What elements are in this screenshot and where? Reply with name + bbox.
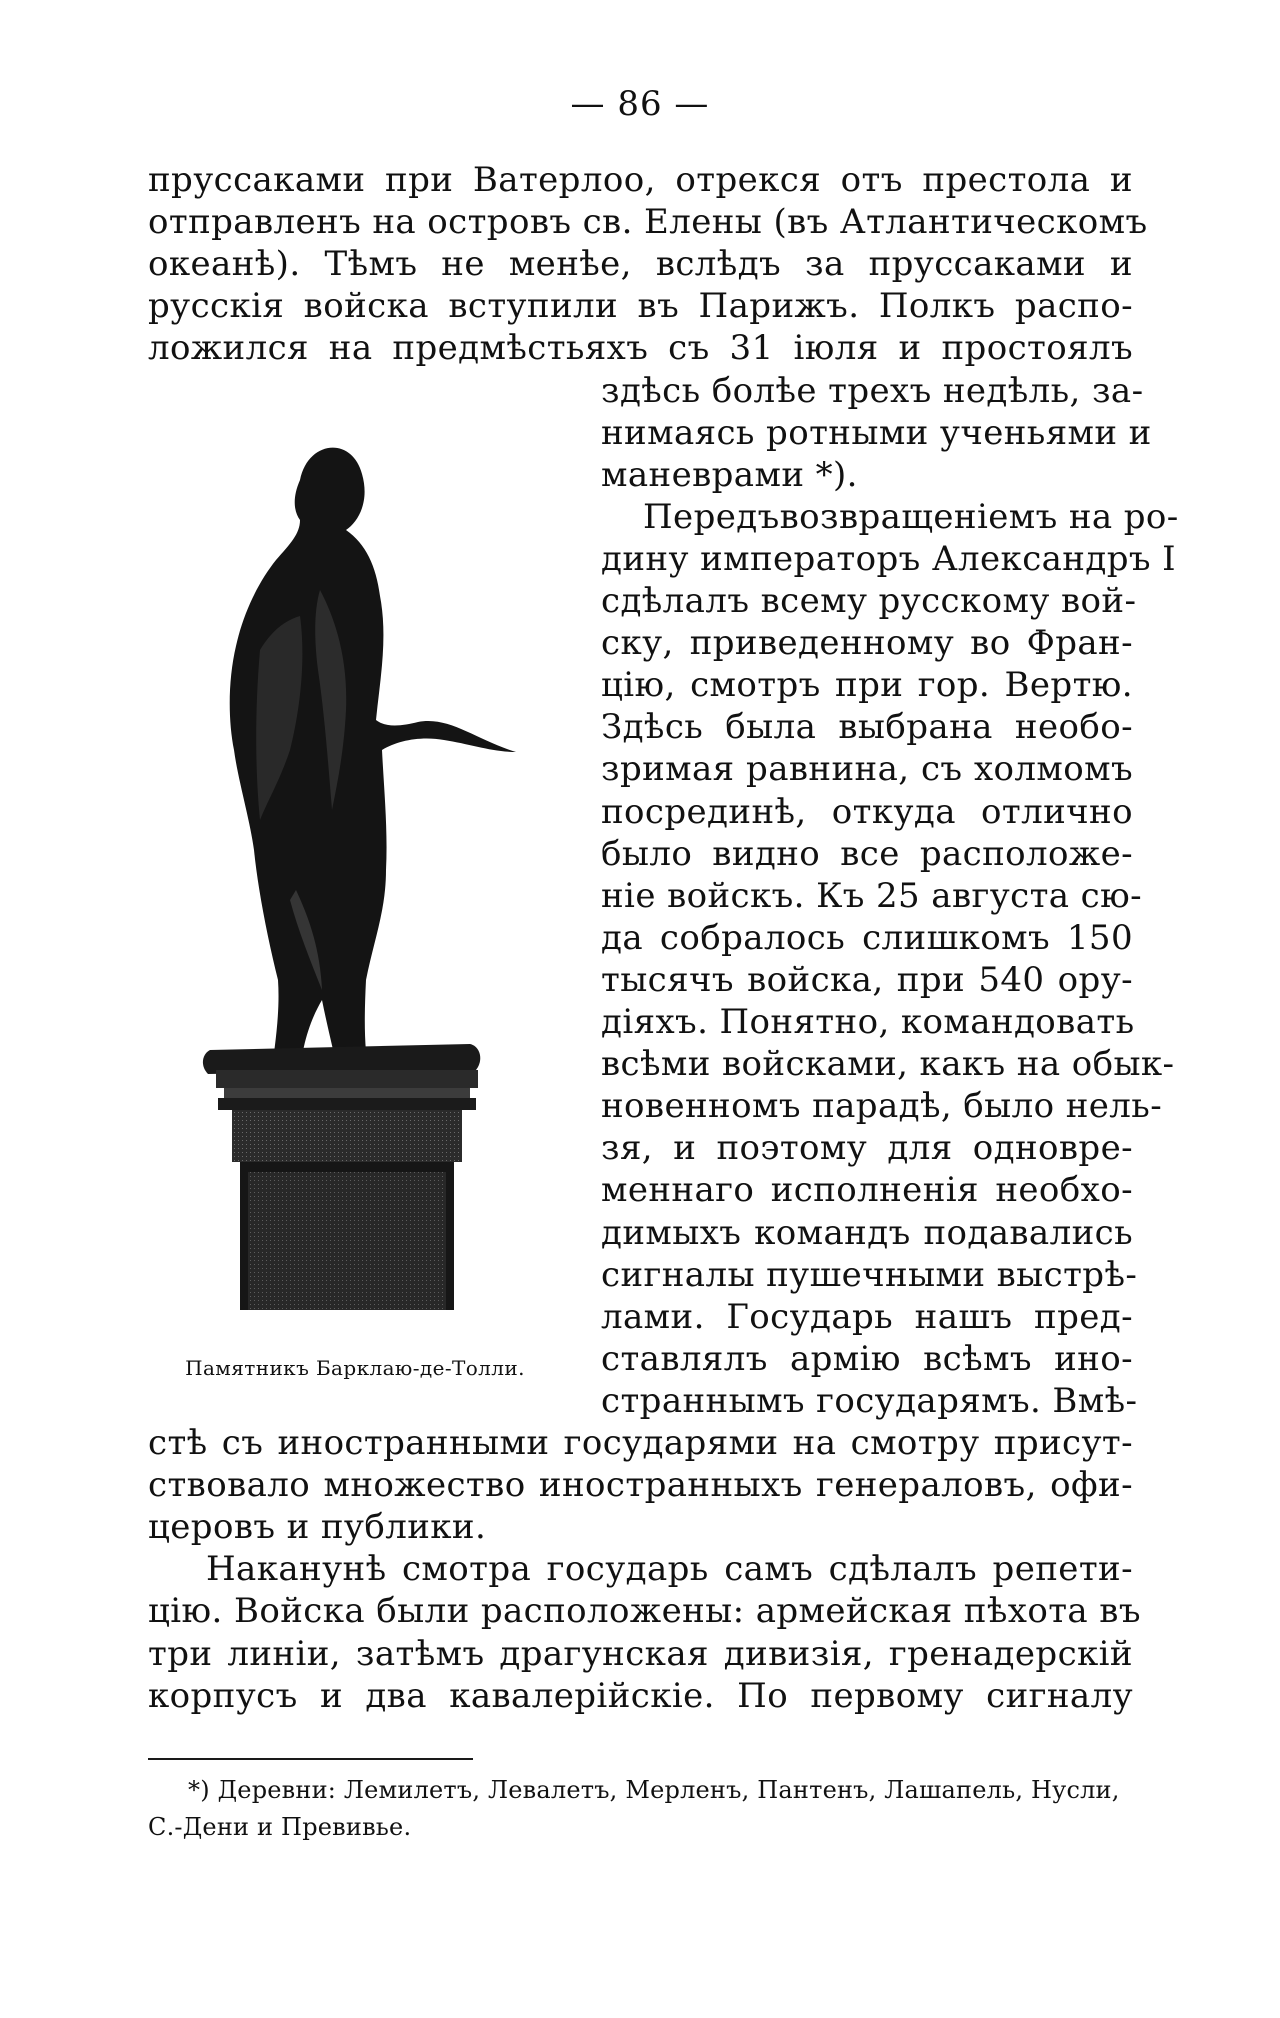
text-line: сигналы пушечными выстрѣ- <box>601 1254 1138 1295</box>
monument-figure <box>150 420 560 1310</box>
text-line: маневрами *). <box>601 454 858 495</box>
text-line: Передъвозвращеніемъ на ро- <box>643 496 1179 537</box>
text-line: церовъ и публики. <box>148 1507 487 1548</box>
text-line: тысячъ войска, при 540 ору- <box>601 959 1133 1000</box>
text-line: да собралось слишкомъ 150 <box>601 917 1133 958</box>
text-line: зримая равнина, съ холмомъ <box>601 749 1133 790</box>
text-line: ствовало множество иностранныхъ генераловъ, офи- <box>148 1465 1133 1506</box>
figure-caption: Памятникъ Барклаю-де-Толли. <box>185 1356 525 1380</box>
footnote-line-2: С.-Дени и Превивье. <box>148 1813 412 1841</box>
text-line: нимаясь ротными ученьями и <box>601 412 1152 453</box>
text-line: стѣ съ иностранными государями на смотру присут- <box>148 1423 1133 1463</box>
text-line: новенномъ парадѣ, было нель- <box>601 1086 1163 1127</box>
text-line: Наканунѣ смотра государь самъ сдѣлалъ репети- <box>206 1549 1133 1590</box>
text-line: страннымъ государямъ. Вмѣ- <box>601 1380 1138 1421</box>
text-line: лами. Государь нашъ пред- <box>601 1296 1133 1337</box>
text-line: всѣми войсками, какъ на обык- <box>601 1044 1175 1085</box>
footnote-divider <box>148 1758 473 1760</box>
text-line: ску, приведенному во Фран- <box>601 623 1133 664</box>
text-line: три линіи, затѣмъ драгунская дивизія, гренадерскій <box>148 1633 1133 1674</box>
text-line: дину императоръ Александръ I <box>601 538 1176 579</box>
text-line: Здѣсь была выбрана необо- <box>601 707 1133 748</box>
text-line: ложился на предмѣстьяхъ съ 31 іюля и простоялъ <box>148 328 1133 369</box>
monument-illustration-icon <box>150 420 560 1310</box>
text-line: корпусъ и два кавалерійскіе. По первому сигналу <box>148 1675 1133 1716</box>
text-line: русскія войска вступили въ Парижъ. Полкъ распо- <box>148 286 1133 327</box>
text-line: зя, и поэтому для одновре- <box>601 1128 1133 1169</box>
text-line: ставлялъ армію всѣмъ ино- <box>601 1338 1133 1379</box>
page-number: — 86 — <box>570 84 710 124</box>
text-line: діяхъ. Понятно, командовать <box>601 1002 1135 1042</box>
text-line: димыхъ командъ подавались <box>601 1212 1133 1253</box>
text-line: посрединѣ, откуда отлично <box>601 791 1133 832</box>
text-line: океанѣ). Тѣмъ не менѣе, вслѣдъ за пруссаками и <box>148 244 1133 285</box>
text-line: ніе войскъ. Къ 25 августа сю- <box>601 875 1142 916</box>
text-line: меннаго исполненія необхо- <box>601 1170 1133 1211</box>
text-line: цію, смотръ при гор. Вертю. <box>601 665 1133 706</box>
text-line: цію. Войска были расположены: армейская пѣхота въ <box>148 1591 1141 1632</box>
text-line: отправленъ на островъ св. Елены (въ Атлантическомъ <box>148 202 1148 243</box>
text-line: сдѣлалъ всему русскому вой- <box>601 581 1137 621</box>
text-line: было видно все расположе- <box>601 833 1133 874</box>
text-line: пруссаками при Ватерлоо, отрекся отъ престола и <box>148 160 1133 200</box>
text-line: здѣсь болѣе трехъ недѣль, за- <box>601 370 1144 411</box>
footnote-line-1: *) Деревни: Лемилетъ, Левалетъ, Мерленъ, Пантенъ, Лашапель, Нусли, <box>188 1776 1120 1804</box>
